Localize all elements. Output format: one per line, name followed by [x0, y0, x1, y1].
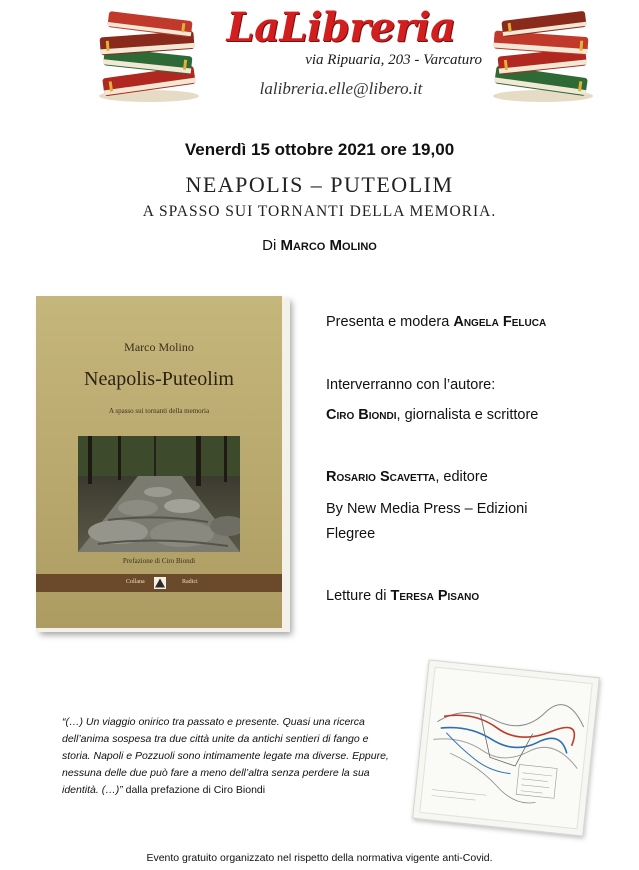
speakers-intro: Interverranno con l’autore: — [326, 377, 496, 393]
books-stack-icon — [488, 4, 598, 104]
publisher-line-2: Flegree — [326, 526, 376, 542]
publisher-line-1: By New Media Press – Edizioni — [326, 501, 528, 517]
author-byline — [0, 237, 639, 254]
reader-name: Teresa Pisano — [390, 588, 480, 604]
store-address: via Ripuaria, 203 - Varcaturo — [305, 52, 482, 68]
cover-author: Marco Molino — [124, 340, 194, 354]
cover-title: Neapolis-Puteolim — [84, 368, 234, 390]
cover-preface: Prefazione di Ciro Biondi — [122, 557, 196, 565]
byline-prefix: Di — [262, 237, 277, 254]
moderator-name: Angela Feluca — [453, 314, 547, 330]
footer-note: Evento gratuito organizzato nel rispetto della normativa vigente anti-Covid. — [146, 852, 493, 864]
moderator-line — [326, 311, 546, 333]
speaker-1-role: , giornalista e scrittore — [396, 407, 539, 423]
publisher-logo-icon — [154, 577, 166, 589]
series-name: Radici — [182, 579, 198, 585]
book-subtitle-heading: A SPASSO SUI TORNANTI DELLA MEMORIA. — [142, 203, 497, 220]
speaker-1-name: Ciro Biondi — [326, 407, 397, 423]
event-date: Venerdì 15 ottobre 2021 ore 19,00 — [184, 140, 455, 159]
store-logo: LaLibreria — [226, 4, 456, 51]
historic-map-image — [412, 659, 600, 836]
cover-series-band — [36, 574, 282, 592]
speaker-1 — [326, 404, 538, 426]
speaker-2 — [326, 466, 488, 488]
speaker-2-role: , editore — [435, 469, 488, 485]
book-title-heading: NEAPOLIS – PUTEOLIM — [185, 172, 454, 197]
store-email[interactable]: lalibreria.elle@libero.it — [259, 79, 423, 98]
quote-source: dalla prefazione di Ciro Biondi — [122, 784, 266, 796]
series-label: Collana — [126, 579, 145, 585]
books-stack-icon — [94, 4, 204, 104]
moderator-prefix: Presenta e modera — [326, 314, 450, 330]
header — [0, 0, 639, 110]
book-cover — [36, 296, 282, 628]
reader-prefix: Letture di — [326, 588, 387, 604]
speaker-2-name: Rosario Scavetta — [326, 469, 436, 485]
map-drawing — [413, 661, 599, 836]
quote-text: “(…) Un viaggio onirico tra passato e presente. Quasi una ricerca dell’anima sospesa tra due città unite da antichi sentieri di fango e storia. Napoli e Pozzuoli sono intimamente legate ma diverse. Eppure, nessuna delle due può fare a meno dell’altra senza perdere la sua identità. (…)” — [62, 716, 389, 796]
cover-subtitle: A spasso sui tornanti della memoria — [108, 407, 210, 415]
author-name: Marco Molino — [280, 237, 377, 254]
preface-quote — [62, 714, 398, 799]
reader-line — [326, 585, 479, 607]
cover-photo-ancient-road — [78, 436, 240, 552]
